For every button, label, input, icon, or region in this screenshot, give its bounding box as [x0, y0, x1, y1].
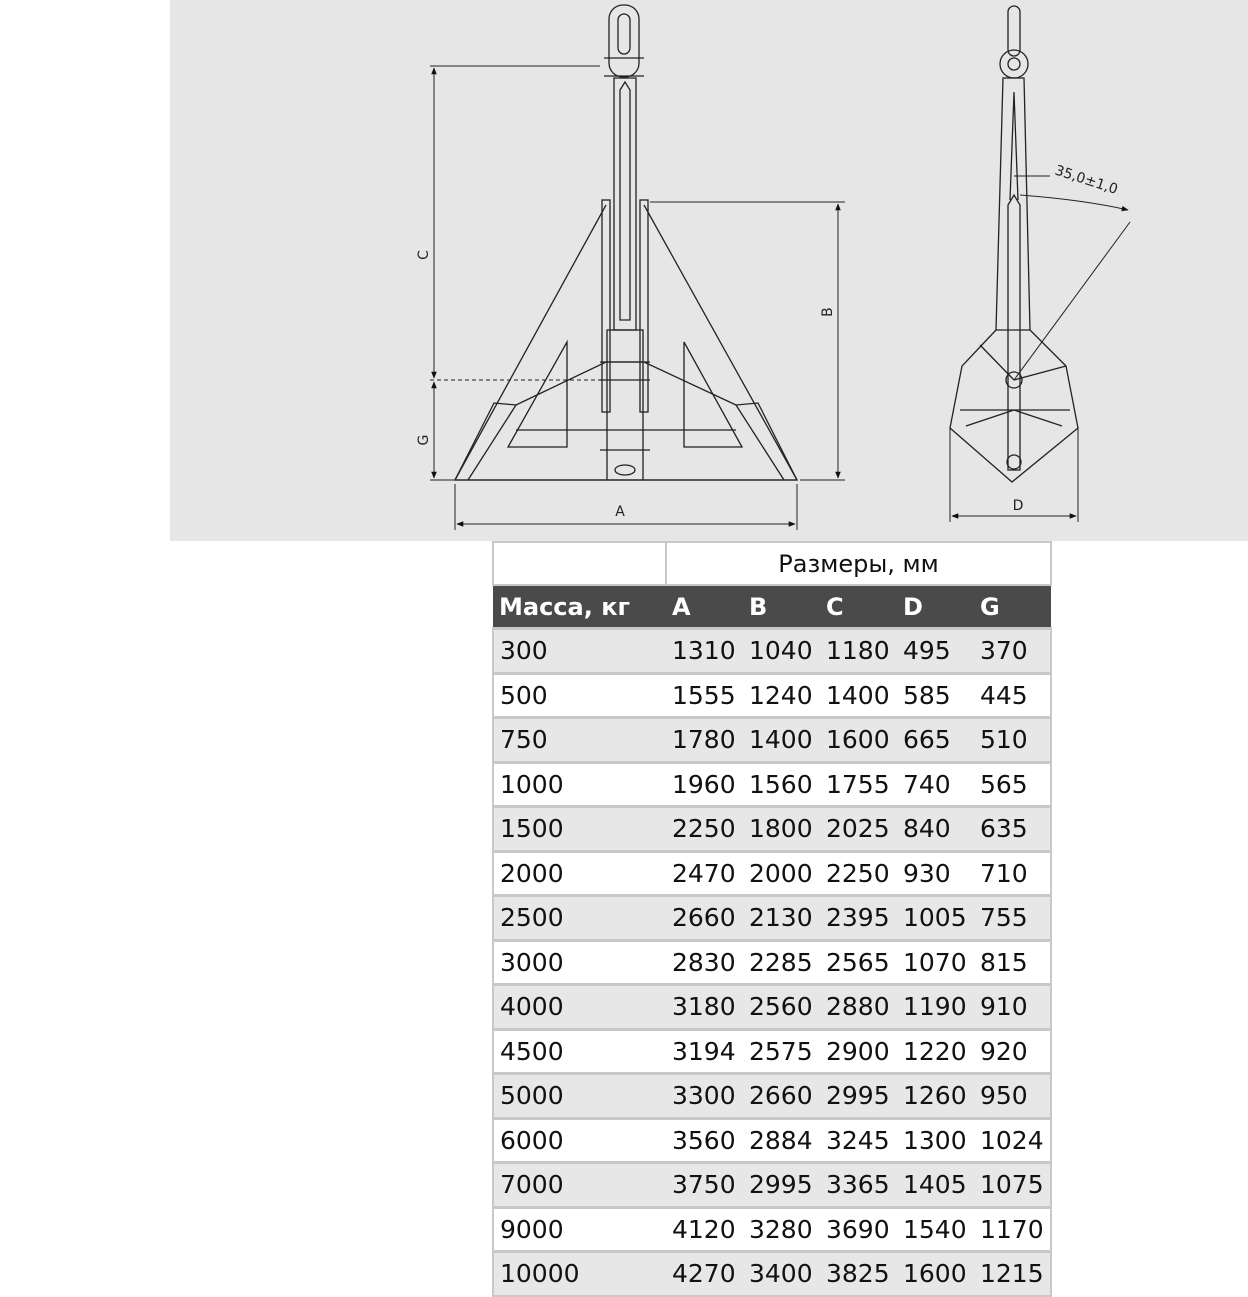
cell-g: 510 — [974, 718, 1051, 763]
side-fluke — [950, 330, 1078, 482]
cell-a: 3750 — [666, 1163, 743, 1208]
dimensions-group-header: Размеры, мм — [666, 542, 1051, 585]
cell-c: 1755 — [820, 762, 897, 807]
cell-mass: 500 — [493, 673, 666, 718]
side-dimensions — [950, 176, 1130, 522]
cell-g: 635 — [974, 807, 1051, 852]
table-title-row — [493, 542, 1051, 585]
cell-a: 3194 — [666, 1029, 743, 1074]
shank — [614, 78, 636, 330]
cell-c: 2565 — [820, 940, 897, 985]
cell-mass: 6000 — [493, 1118, 666, 1163]
cell-c: 2900 — [820, 1029, 897, 1074]
cell-b: 1800 — [743, 807, 820, 852]
cell-g: 815 — [974, 940, 1051, 985]
dim-label-a: A — [615, 504, 625, 520]
front-dimensions — [430, 66, 845, 530]
cell-c: 2995 — [820, 1074, 897, 1119]
cell-b: 1400 — [743, 718, 820, 763]
anchor-technical-drawing — [170, 0, 1248, 541]
table-row — [493, 940, 1051, 985]
cell-mass: 4500 — [493, 1029, 666, 1074]
table-row — [493, 673, 1051, 718]
table-row — [493, 1118, 1051, 1163]
table-header-row — [493, 585, 1051, 629]
front-view — [455, 5, 797, 480]
cell-mass: 2500 — [493, 896, 666, 941]
cell-a: 2830 — [666, 940, 743, 985]
cell-a: 3180 — [666, 985, 743, 1030]
table-corner-cell — [493, 542, 666, 585]
cell-g: 370 — [974, 629, 1051, 674]
cell-a: 2660 — [666, 896, 743, 941]
cell-d: 1600 — [897, 1252, 974, 1296]
cell-mass: 750 — [493, 718, 666, 763]
cell-b: 1240 — [743, 673, 820, 718]
table-row — [493, 1252, 1051, 1296]
cell-b: 1560 — [743, 762, 820, 807]
cell-a: 3300 — [666, 1074, 743, 1119]
cell-a: 2250 — [666, 807, 743, 852]
cell-g: 710 — [974, 851, 1051, 896]
cell-a: 4270 — [666, 1252, 743, 1296]
cell-c: 1180 — [820, 629, 897, 674]
table-row — [493, 1207, 1051, 1252]
cell-b: 2660 — [743, 1074, 820, 1119]
dim-label-b: B — [820, 307, 836, 317]
table-row — [493, 1163, 1051, 1208]
cell-g: 1075 — [974, 1163, 1051, 1208]
column-header-c: C — [820, 585, 897, 629]
cell-d: 495 — [897, 629, 974, 674]
cell-b: 2130 — [743, 896, 820, 941]
cell-d: 1070 — [897, 940, 974, 985]
cell-d: 1190 — [897, 985, 974, 1030]
crown — [607, 330, 643, 480]
side-view — [950, 6, 1078, 482]
cell-b: 2995 — [743, 1163, 820, 1208]
cell-mass: 4000 — [493, 985, 666, 1030]
cell-c: 2880 — [820, 985, 897, 1030]
cell-a: 4120 — [666, 1207, 743, 1252]
cell-g: 1170 — [974, 1207, 1051, 1252]
cell-c: 1400 — [820, 673, 897, 718]
cell-g: 1215 — [974, 1252, 1051, 1296]
cell-b: 2575 — [743, 1029, 820, 1074]
cell-a: 2470 — [666, 851, 743, 896]
table-body — [493, 629, 1051, 1296]
cell-d: 665 — [897, 718, 974, 763]
column-header-b: B — [743, 585, 820, 629]
cell-mass: 5000 — [493, 1074, 666, 1119]
cell-c: 3245 — [820, 1118, 897, 1163]
cell-g: 755 — [974, 896, 1051, 941]
column-header-g: G — [974, 585, 1051, 629]
anchor-drawing-panel — [170, 0, 1248, 541]
cell-mass: 1500 — [493, 807, 666, 852]
cell-a: 1960 — [666, 762, 743, 807]
dim-label-g: G — [416, 434, 432, 446]
cell-d: 1005 — [897, 896, 974, 941]
cell-c: 3690 — [820, 1207, 897, 1252]
table-row — [493, 718, 1051, 763]
cell-d: 1300 — [897, 1118, 974, 1163]
cell-mass: 3000 — [493, 940, 666, 985]
cell-mass: 300 — [493, 629, 666, 674]
cell-b: 3400 — [743, 1252, 820, 1296]
shackle-eye — [1000, 50, 1028, 78]
cell-mass: 7000 — [493, 1163, 666, 1208]
cell-mass: 9000 — [493, 1207, 666, 1252]
cell-c: 2395 — [820, 896, 897, 941]
cell-g: 910 — [974, 985, 1051, 1030]
dim-label-d: D — [1012, 498, 1024, 514]
shackle — [609, 5, 639, 77]
cell-a: 1310 — [666, 629, 743, 674]
table-row — [493, 807, 1051, 852]
cell-b: 3280 — [743, 1207, 820, 1252]
cell-d: 930 — [897, 851, 974, 896]
cell-a: 1780 — [666, 718, 743, 763]
cell-g: 950 — [974, 1074, 1051, 1119]
angle-label: 35,0±1,0 — [1052, 162, 1120, 198]
cell-g: 920 — [974, 1029, 1051, 1074]
fluke-right — [644, 205, 797, 480]
cell-a: 1555 — [666, 673, 743, 718]
cell-b: 2560 — [743, 985, 820, 1030]
cell-g: 1024 — [974, 1118, 1051, 1163]
cell-d: 1260 — [897, 1074, 974, 1119]
cell-g: 445 — [974, 673, 1051, 718]
cell-b: 1040 — [743, 629, 820, 674]
cell-c: 1600 — [820, 718, 897, 763]
cell-c: 3365 — [820, 1163, 897, 1208]
table-row — [493, 1029, 1051, 1074]
cell-d: 840 — [897, 807, 974, 852]
cell-mass: 2000 — [493, 851, 666, 896]
cell-c: 3825 — [820, 1252, 897, 1296]
cell-mass: 10000 — [493, 1252, 666, 1296]
cell-b: 2000 — [743, 851, 820, 896]
table-row — [493, 629, 1051, 674]
cell-g: 565 — [974, 762, 1051, 807]
column-header-d: D — [897, 585, 974, 629]
cell-a: 3560 — [666, 1118, 743, 1163]
cell-d: 1405 — [897, 1163, 974, 1208]
cell-mass: 1000 — [493, 762, 666, 807]
table-row — [493, 851, 1051, 896]
column-header-mass: Масса, кг — [493, 585, 666, 629]
cell-c: 2025 — [820, 807, 897, 852]
cell-c: 2250 — [820, 851, 897, 896]
table-row — [493, 896, 1051, 941]
cell-d: 1220 — [897, 1029, 974, 1074]
dimensions-table — [492, 541, 1052, 1297]
cell-b: 2884 — [743, 1118, 820, 1163]
dim-label-c: C — [416, 250, 432, 260]
table-row — [493, 985, 1051, 1030]
table-row — [493, 762, 1051, 807]
cell-d: 1540 — [897, 1207, 974, 1252]
cell-d: 585 — [897, 673, 974, 718]
cell-d: 740 — [897, 762, 974, 807]
column-header-a: A — [666, 585, 743, 629]
fluke-left — [455, 205, 606, 480]
table-row — [493, 1074, 1051, 1119]
cell-b: 2285 — [743, 940, 820, 985]
